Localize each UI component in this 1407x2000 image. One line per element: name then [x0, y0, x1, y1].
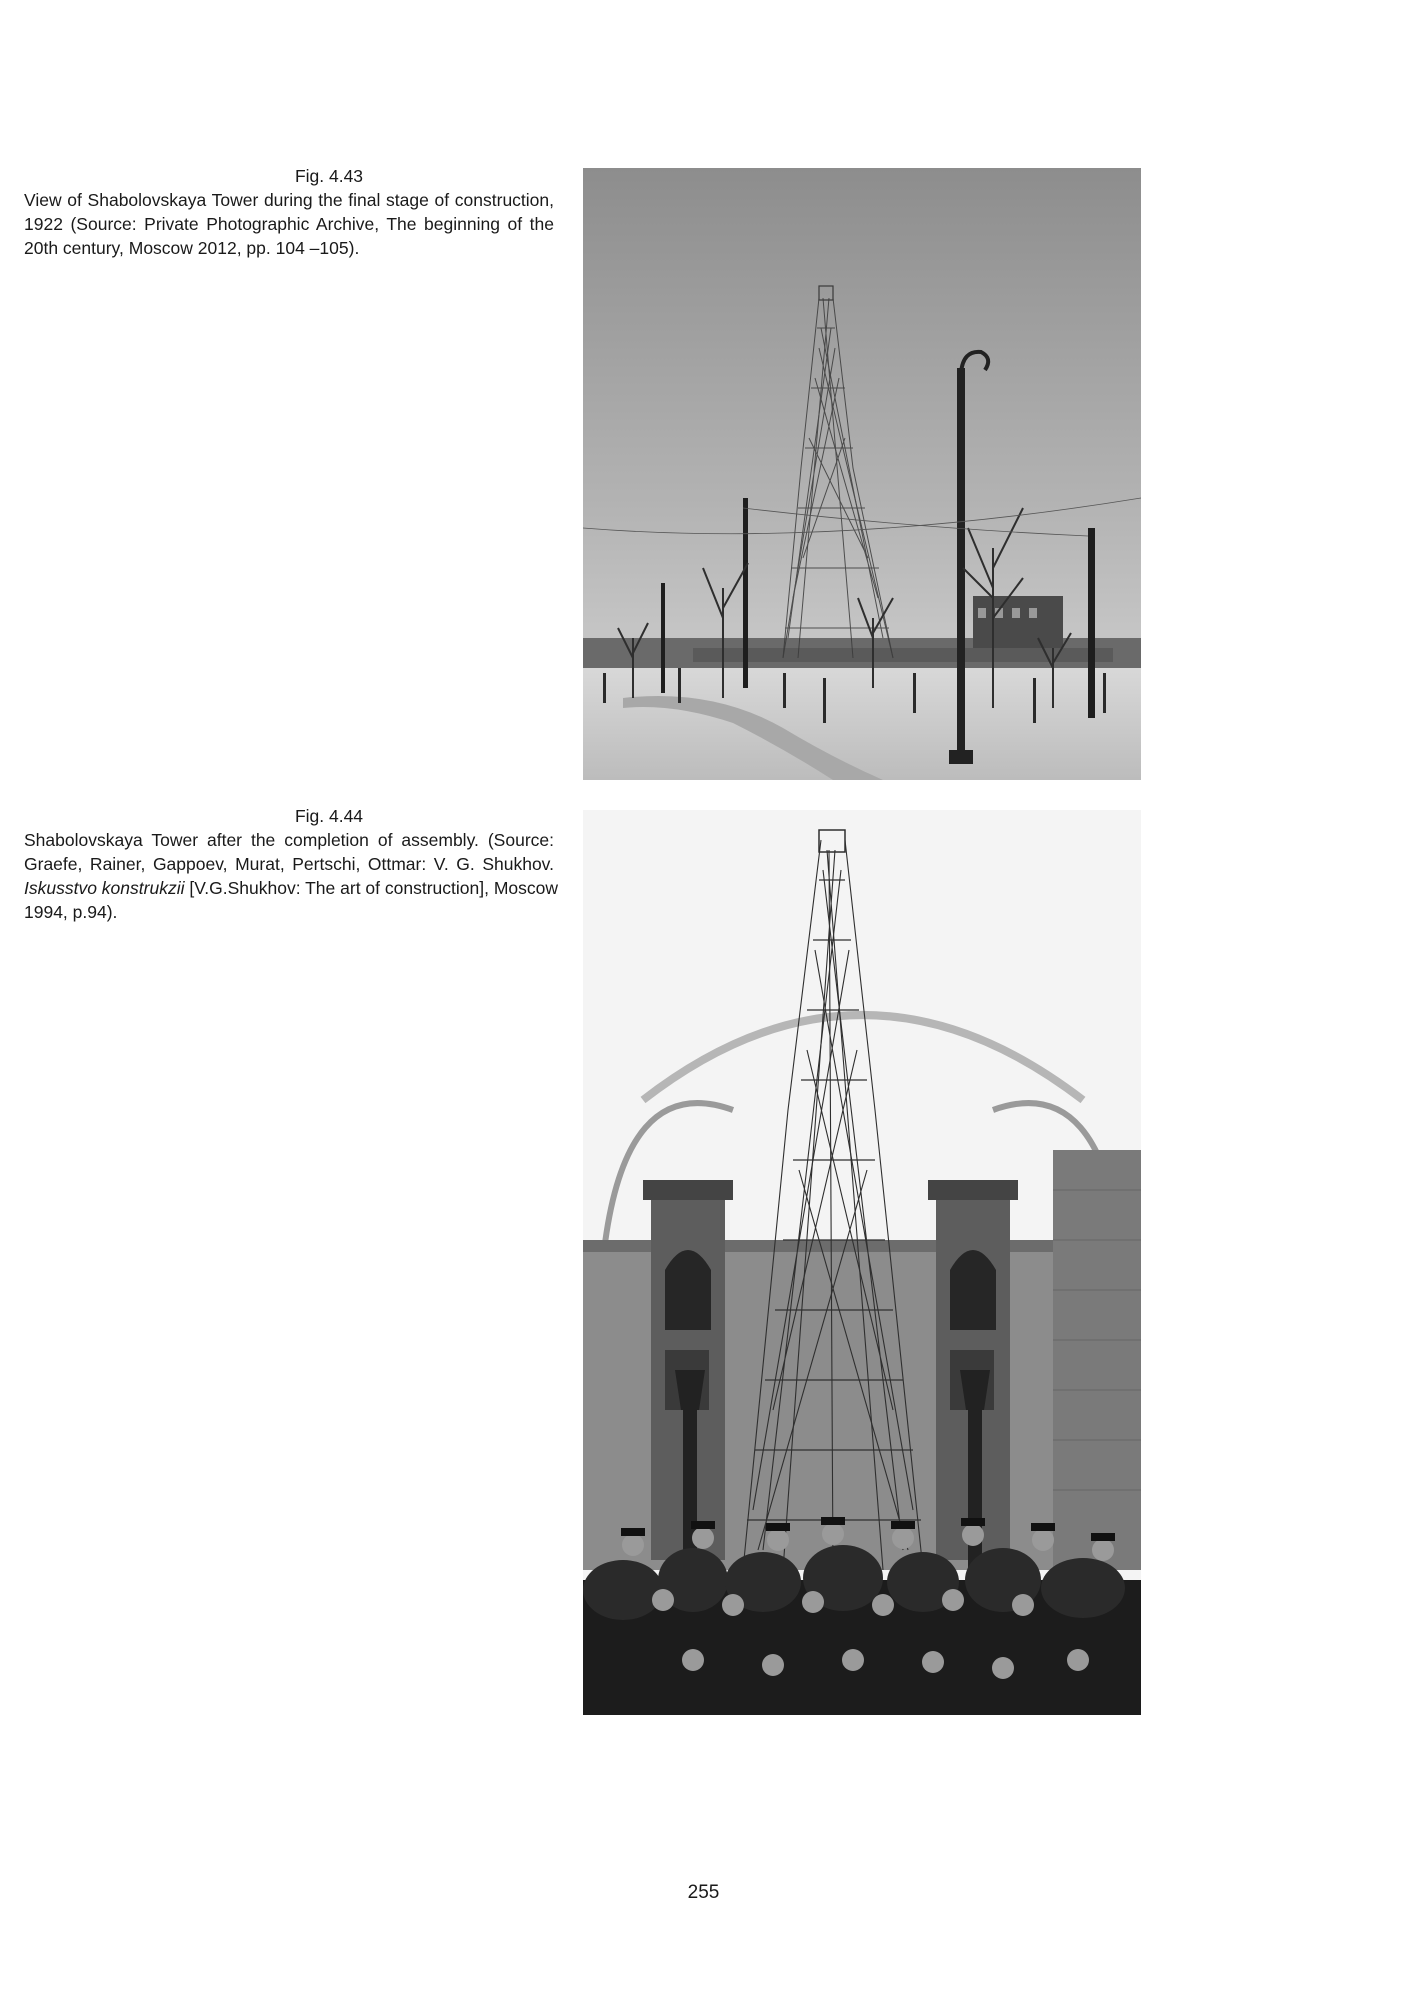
figure-4-44-photo [583, 810, 1141, 1715]
caption-line [24, 876, 558, 900]
caption-line: Shabolovskaya Tower after the completion of assembly. (Source: [24, 830, 554, 850]
caption-line: Graefe, Rainer, Gappoev, Murat, Pertschi, Ottmar: V. G. Shukhov. [24, 854, 554, 874]
tower-completed-photo [583, 810, 1141, 1715]
caption-line: View of Shabolovskaya Tower during the final stage of construction, [24, 190, 554, 210]
caption-line: 20th century, Moscow 2012, pp. 104 –105). [24, 238, 360, 258]
figure-4-43-photo [583, 168, 1141, 780]
tower-construction-photo [583, 168, 1141, 780]
caption-line: 1922 (Source: Private Photographic Archive, The beginning of the [24, 214, 554, 234]
page-number: 255 [687, 1882, 720, 1903]
caption-line-rest: [V.G.Shukhov: The art of construction], Moscow [189, 878, 558, 898]
figure-4-43-caption [24, 164, 554, 260]
caption-line: 1994, p.94). [24, 902, 118, 922]
figure-label: Fig. 4.43 [294, 166, 364, 186]
figure-label: Fig. 4.44 [294, 806, 364, 826]
caption-italic-title: Iskusstvo konstrukzii [24, 878, 185, 898]
figure-4-44-caption [24, 804, 558, 924]
